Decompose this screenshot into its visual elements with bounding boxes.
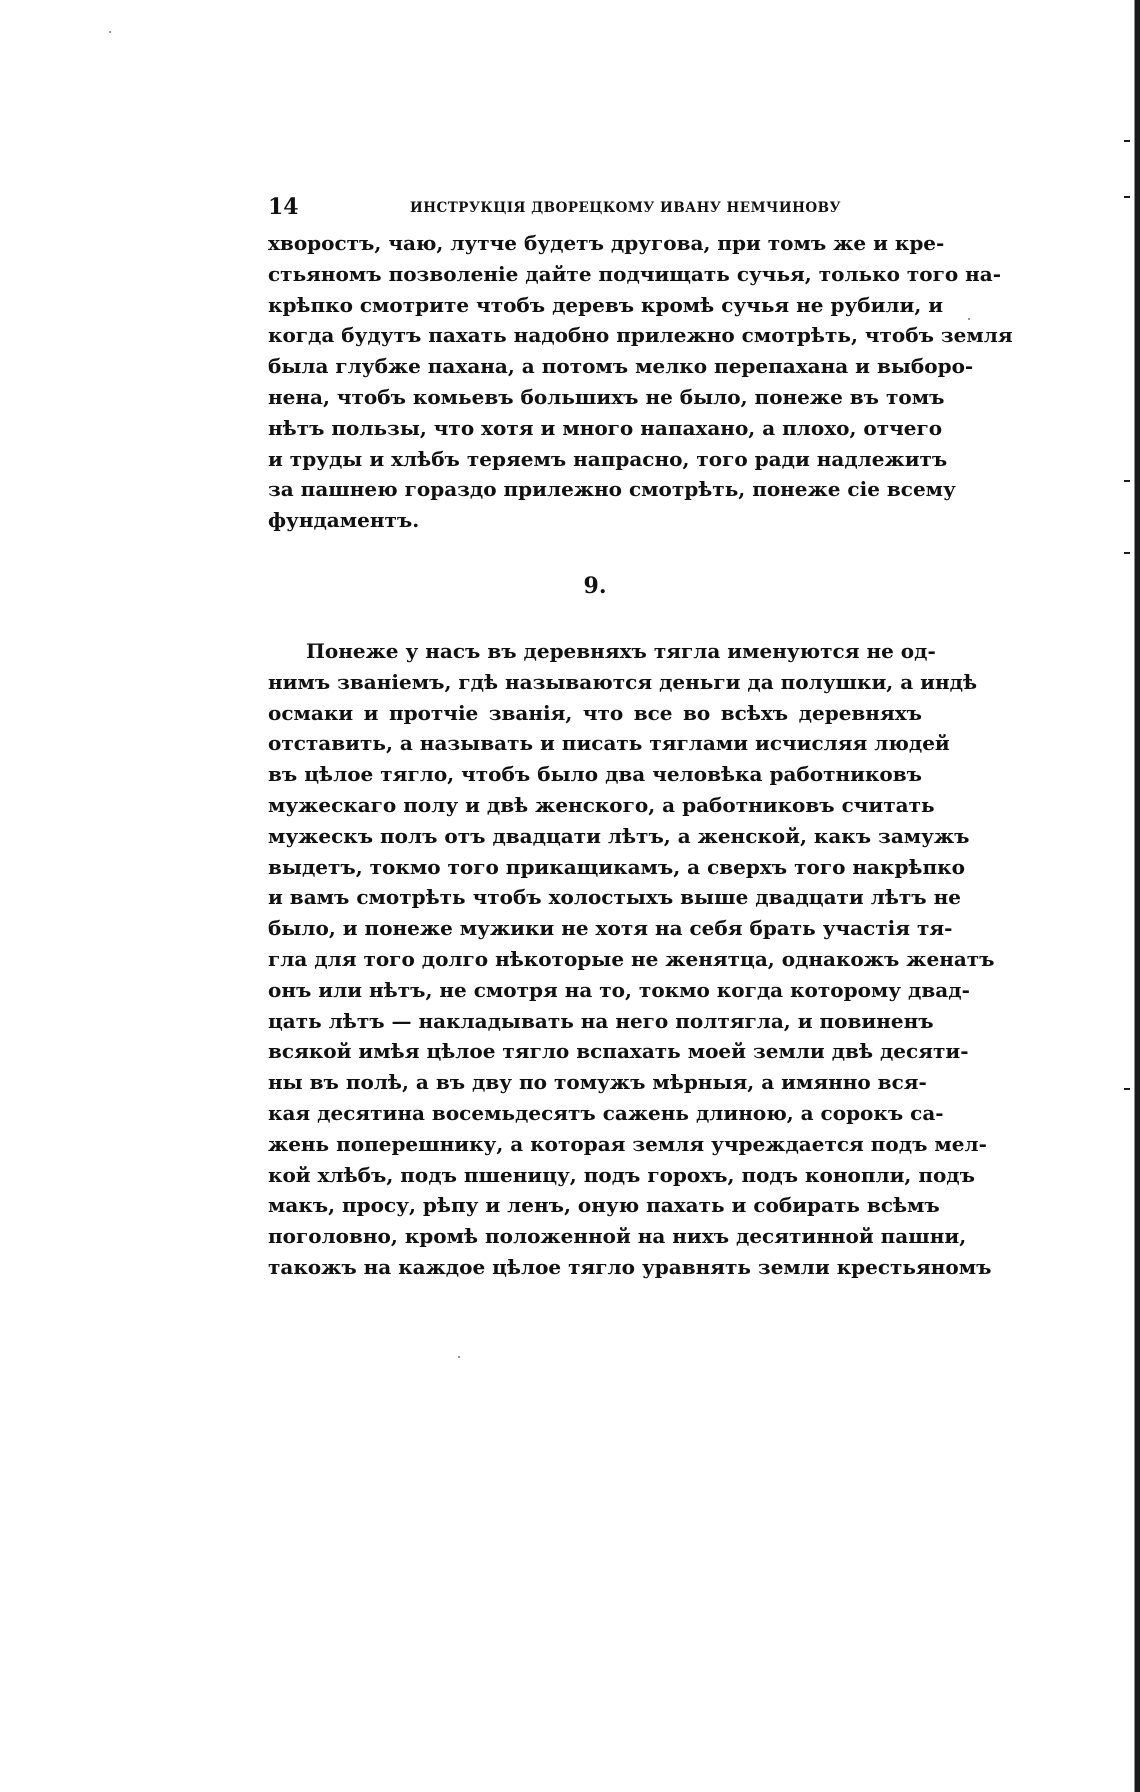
- text-line: осмаки и протчіе званія, что все во всѣхъ деревняхъ: [268, 700, 922, 725]
- text-line: нѣтъ пользы, что хотя и много напахано, а плохо, отчего: [268, 415, 943, 440]
- scan-edge: [1130, 0, 1140, 1792]
- text-line: была глубже пахана, а потомъ мелко перепахана и выборо-: [268, 354, 974, 379]
- book-page: [268, 192, 1013, 1283]
- text-line: кой хлѣбъ, подъ пшеницу, подъ горохъ, подъ конопли, подъ: [268, 1162, 975, 1187]
- text-line: за пашнею гораздо прилежно смотрѣть, понеже сіе всему: [268, 477, 956, 502]
- text-line: въ цѣлое тягло, чтобъ было два человѣка работниковъ: [268, 762, 922, 787]
- text-line: жень поперешнику, а которая земля учреждается подъ мел-: [268, 1131, 987, 1156]
- text-line: отставить, а называть и писать тяглами исчисляя людей: [268, 731, 950, 756]
- text-line: нена, чтобъ комьевъ большихъ не было, понеже въ томъ: [268, 384, 945, 409]
- text-line: крѣпко смотрите чтобъ деревъ кромѣ сучья не рубили, и: [268, 292, 944, 317]
- text-line: фундаментъ.: [268, 508, 420, 533]
- text-line: когда будутъ пахать надобно прилежно смотрѣть, чтобъ земля: [268, 323, 1013, 348]
- scan-speck: [109, 31, 111, 33]
- running-head: [268, 192, 922, 222]
- scan-edge-mark: [1124, 1088, 1130, 1090]
- text-line: мужескаго полу и двѣ женского, а работниковъ считать: [268, 792, 935, 817]
- scan-edge-mark: [1124, 552, 1130, 554]
- text-line: цать лѣтъ — накладывать на него полтягла, и повиненъ: [268, 1008, 934, 1033]
- text-line: такожъ на каждое цѣлое тягло уравнять земли крестьяномъ: [268, 1254, 992, 1279]
- scan-edge-mark: [1124, 480, 1130, 482]
- text-line: макъ, просу, рѣпу и ленъ, оную пахать и собирать всѣмъ: [268, 1193, 940, 1218]
- scan-speck: [968, 318, 970, 320]
- text-line: гла для того долго нѣкоторые не женятца, однакожъ женатъ: [268, 946, 995, 971]
- text-line: стьяномъ позволеніе дайте подчищать сучья, только того на-: [268, 261, 1002, 286]
- text-line: ны въ полѣ, а въ дву по томужъ мѣрныя, а имянно вся-: [268, 1070, 927, 1095]
- page-number: 14: [268, 194, 299, 220]
- paragraph-continued: [268, 228, 1013, 536]
- text-line: и вамъ смотрѣть чтобъ холостыхъ выше двадцати лѣтъ не: [268, 885, 961, 910]
- text-line: поголовно, кромѣ положенной на нихъ десятинной пашни,: [268, 1224, 967, 1249]
- section-number: 9.: [583, 572, 607, 599]
- text-line: было, и понеже мужики не хотя на себя брать участія тя-: [268, 916, 953, 941]
- text-line: хворостъ, чаю, лутче будетъ другова, при томъ же и кре-: [268, 231, 945, 255]
- section-paragraph: [268, 636, 995, 1283]
- text-line: всякой имѣя цѣлое тягло вспахать моей земли двѣ десяти-: [268, 1039, 969, 1064]
- text-line: мужескъ полъ отъ двадцати лѣтъ, а женской, какъ замужъ: [268, 823, 970, 848]
- text-line: кая десятина восемьдесятъ сажень длиною, а сорокъ са-: [268, 1100, 944, 1125]
- text-line: онъ или нѣтъ, не смотря на то, токмо когда которому двад-: [268, 977, 970, 1002]
- text-line: и труды и хлѣбъ теряемъ напрасно, того ради надлежитъ: [268, 446, 948, 471]
- running-head-title: ИНСТРУКЦІЯ ДВОРЕЦКОМУ ИВАНУ НЕМЧИНОВУ: [410, 200, 841, 216]
- scan-edge-mark: [1124, 196, 1130, 198]
- text-line: нимъ званіемъ, гдѣ называются деньги да полушки, а индѣ: [268, 669, 978, 694]
- scan-speck: [458, 1356, 460, 1358]
- scan-edge-mark: [1124, 140, 1130, 142]
- text-line: выдетъ, токмо того прикащикамъ, а сверхъ того накрѣпко: [268, 854, 965, 879]
- text-line: Понеже у насъ въ деревняхъ тягла именуются не од-: [306, 638, 936, 663]
